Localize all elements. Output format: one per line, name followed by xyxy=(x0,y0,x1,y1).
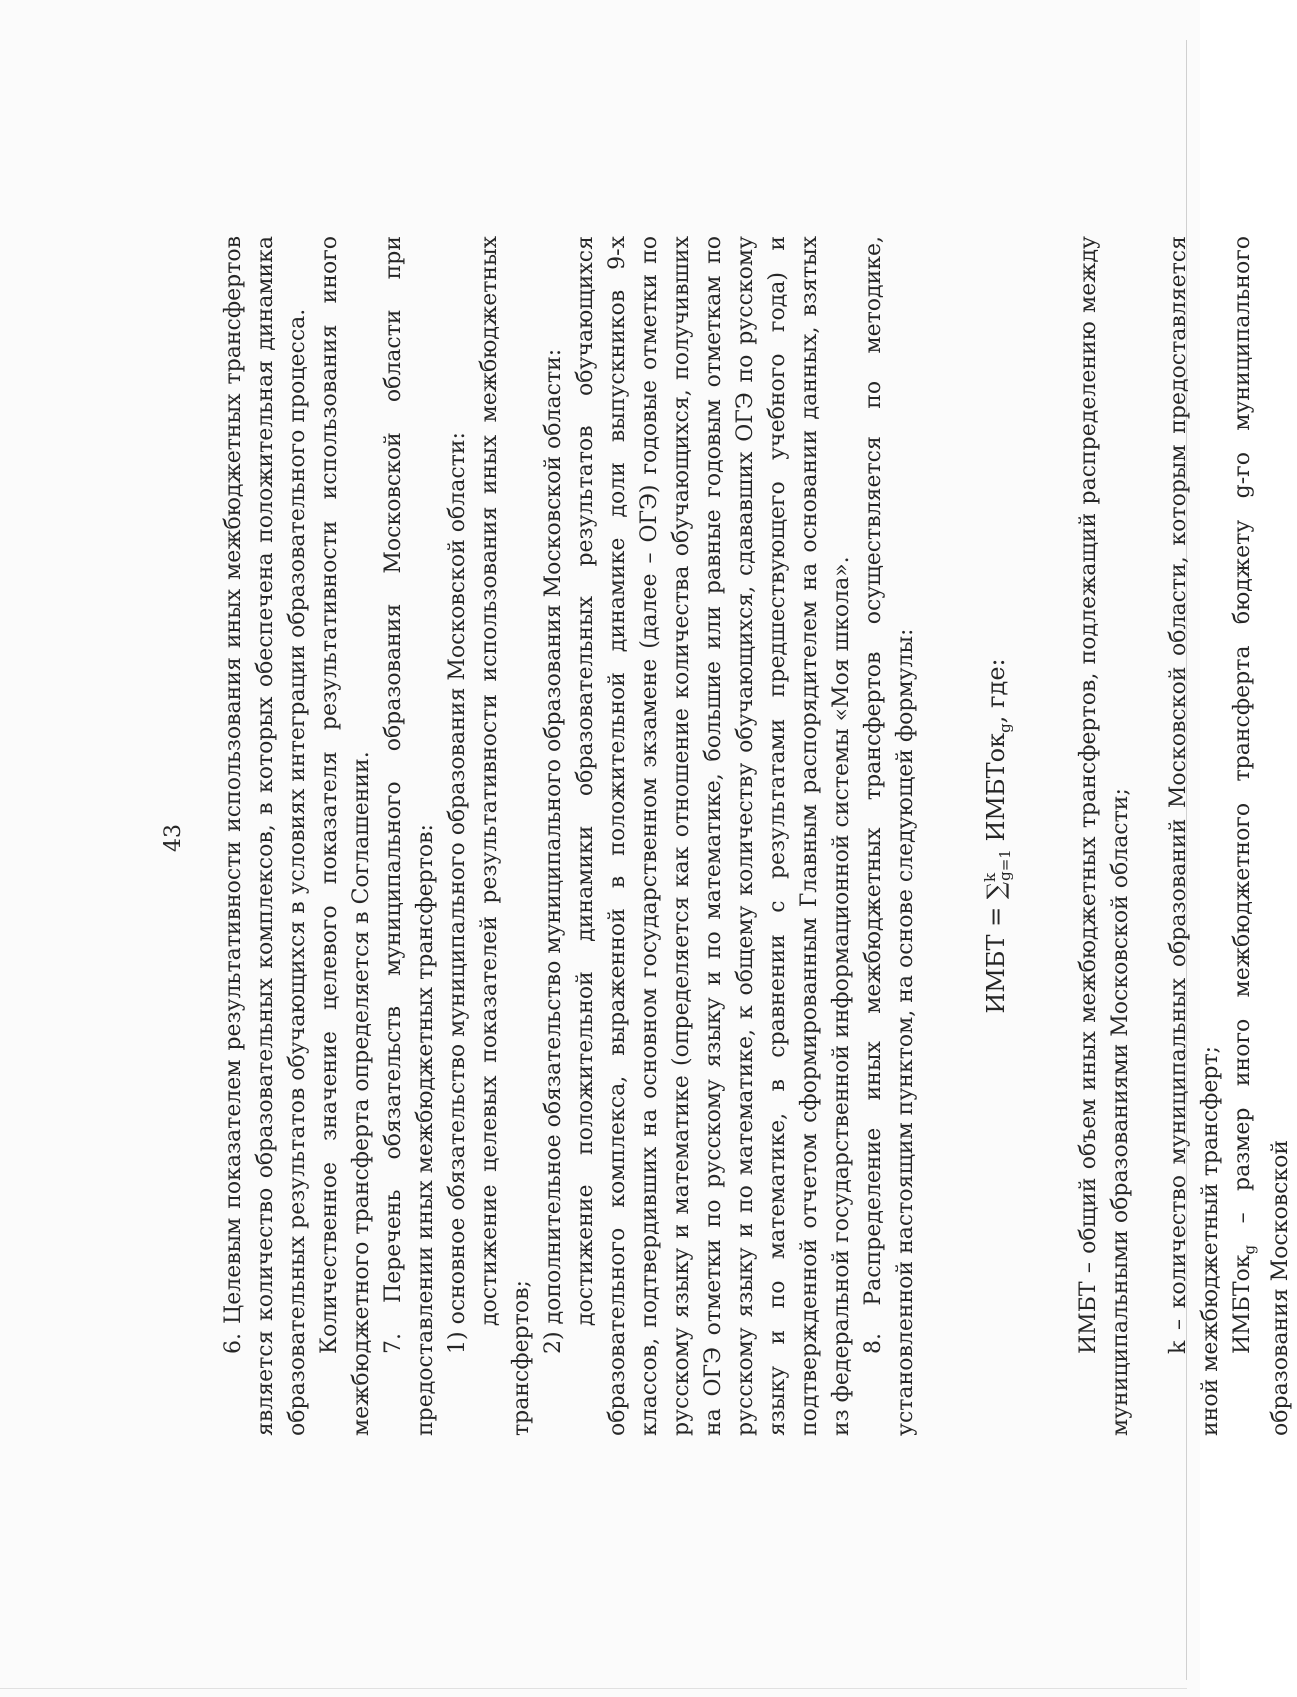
formula-sum-upper: k xyxy=(981,872,999,882)
distribution-formula xyxy=(974,236,1021,1436)
definition-total-symbol: ИМБТ xyxy=(1075,1281,1101,1354)
page-content xyxy=(70,168,1294,1508)
paragraph-additional-obligation-detail: достижение положительной динамики образовательных результатов обучающихся образовательного комплекса, выраженной в положительной динамике доли выпускников 9-х классов, подтвердивших на основном государственном экзамене (далее – ОГЭ) годовые отметки по русскому языку и математике (определяется как отношение количества обучающихся, получивших на ОГЭ отметки по русскому языку и по математике, большие или равные годовым отметкам по русскому языку и по математике, к общему количеству обучающихся, сдававших ОГЭ по русскому языку и по математике, в сравнении с результатами предшествующего учебного года) и подтвержденной отчетом сформированным Главным распорядителем на основании данных, взятых из федеральной государственной информационной системы «Моя школа». xyxy=(573,236,854,1436)
formula-lhs: ИМБТ xyxy=(982,934,1010,1014)
definition-total-text: – общий объем иных межбюджетных трансфертов, подлежащий распределению между муниципальными образованиями Московской области; xyxy=(1075,236,1133,1436)
definition-count-text: – количество муниципальных образований Московской области, которым предоставляется иной межбюджетный трансферт; xyxy=(1165,236,1223,1436)
paragraph-quantitative-value: Количественное значение целевого показателя результативности использования иного межбюджетного трансферта определяется в Соглашении. xyxy=(317,236,374,1436)
paragraph-main-obligation-detail: достижение целевых показателей результативности использования иных межбюджетных трансфертов; xyxy=(477,236,534,1436)
paragraph-target-indicator: 6. Целевым показателем результативности использования иных межбюджетных трансфертов является количество образовательных комплексов, в которых обеспечена положительная динамика образовательных результатов обучающихся в условиях интеграции образовательного процесса. xyxy=(221,236,310,1436)
paragraph-distribution: 8. Распределение иных межбюджетных трансфертов осуществляется по методике, установленной настоящим пунктом, на основе следующей формулы: xyxy=(861,236,918,1436)
formula-tail: , где: xyxy=(982,658,1010,724)
formula-term: ИМБТок xyxy=(982,732,1010,842)
paragraph-main-obligation: 1) основное обязательство муниципального образования Московской области: xyxy=(445,432,470,1354)
formula-term-sub: g xyxy=(995,723,1014,733)
page-number: 43 xyxy=(161,824,186,852)
rotated-page-content xyxy=(70,98,1294,1598)
paragraph-obligations-list: 7. Перечень обязательств муниципального образования Московской области при предоставлении иных межбюджетных трансфертов: xyxy=(381,236,438,1436)
definition-count xyxy=(1163,236,1227,1436)
definition-count-symbol: k xyxy=(1165,1340,1191,1354)
formula-equals: = xyxy=(982,906,1010,927)
paragraph-additional-obligation: 2) дополнительное обязательство муниципального образования Московской области: xyxy=(541,348,566,1354)
definition-total xyxy=(1073,236,1137,1436)
definition-size-symbol: ИМБТок xyxy=(1229,1254,1255,1354)
body-text xyxy=(218,236,1297,1436)
definition-size-text: – размер иного межбюджетного трансферта бюджету g-го муниципального образования Московской xyxy=(1229,236,1294,1436)
definition-size xyxy=(1227,236,1297,1436)
page-edge-bottom xyxy=(0,1688,1187,1689)
formula-sigma: ∑ xyxy=(982,881,1010,900)
formula-sum-lower: g=1 xyxy=(995,849,1014,881)
definition-size-sub: g xyxy=(1240,1244,1259,1255)
